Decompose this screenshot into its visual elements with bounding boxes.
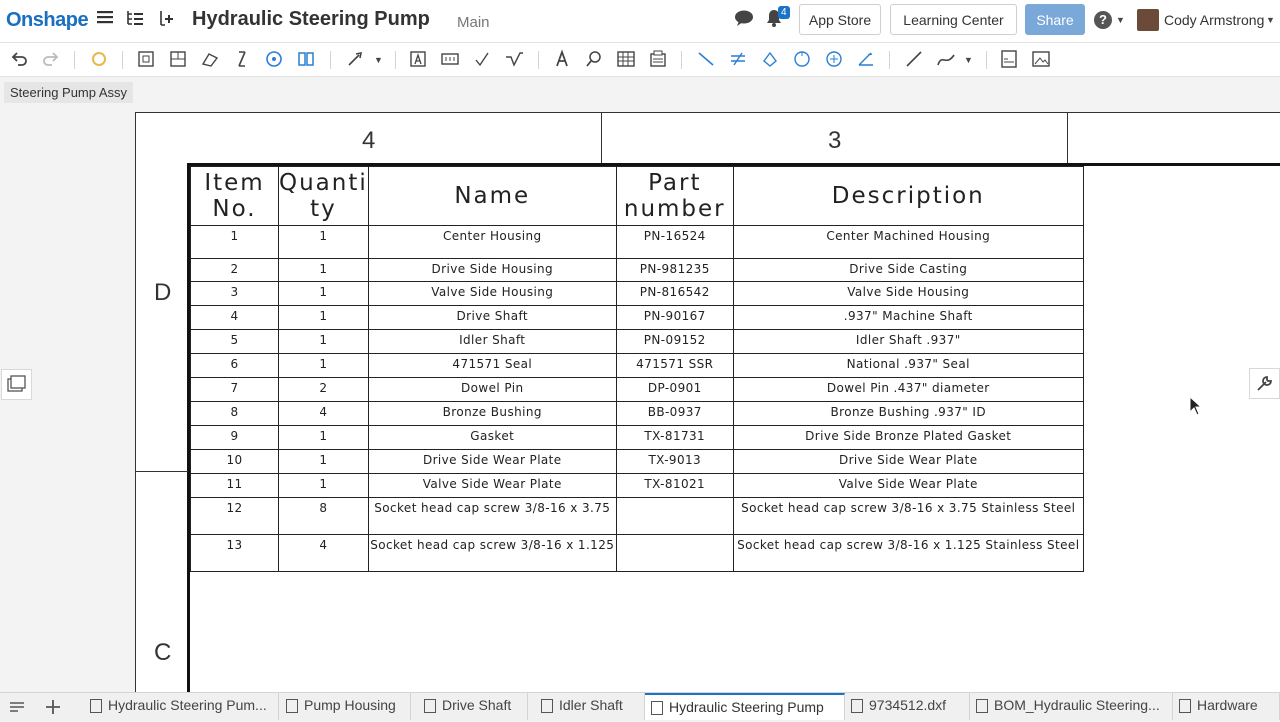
bom-cell-name: Idler Shaft xyxy=(368,330,616,354)
part-studio-icon xyxy=(286,699,298,713)
bom-cell-desc: National .937" Seal xyxy=(733,354,1083,378)
feature-list-icon[interactable] xyxy=(124,8,146,32)
bom-cell-desc: Idler Shaft .937" xyxy=(733,330,1083,354)
section-view-icon[interactable] xyxy=(232,49,252,69)
tab-4[interactable] xyxy=(645,693,845,720)
note-icon[interactable] xyxy=(408,49,428,69)
tab-7[interactable] xyxy=(1173,693,1280,720)
tab-label: 9734512.dxf xyxy=(869,697,947,713)
breadcrumb[interactable]: Steering Pump Assy xyxy=(4,82,133,103)
help-caret-icon[interactable]: ▼ xyxy=(1116,15,1125,25)
bom-cell-name: Valve Side Wear Plate xyxy=(368,474,616,498)
bom-cell-item: 10 xyxy=(191,450,279,474)
bom-cell-item: 13 xyxy=(191,535,279,572)
tab-2[interactable] xyxy=(418,693,528,720)
notification-count-badge: 4 xyxy=(778,6,790,19)
bom-cell-qty: 1 xyxy=(279,330,369,354)
angular-dimension-icon[interactable] xyxy=(856,49,876,69)
bom-cell-desc: Dowel Pin .437" diameter xyxy=(733,378,1083,402)
bom-cell-part: BB-0937 xyxy=(616,402,733,426)
hamburger-menu-icon[interactable] xyxy=(94,8,116,32)
bill-of-materials-table[interactable] xyxy=(190,166,1084,572)
share-button[interactable]: Share xyxy=(1025,4,1085,35)
properties-wrench-button[interactable] xyxy=(1249,368,1280,399)
bom-cell-item: 9 xyxy=(191,426,279,450)
bom-row[interactable] xyxy=(191,330,1084,354)
bom-cell-qty: 2 xyxy=(279,378,369,402)
bom-cell-part: TX-81021 xyxy=(616,474,733,498)
tab-3[interactable] xyxy=(535,693,645,720)
bom-cell-item: 5 xyxy=(191,330,279,354)
insert-image-icon[interactable] xyxy=(1031,49,1051,69)
insert-icon[interactable] xyxy=(155,8,177,32)
tab-6[interactable] xyxy=(970,693,1173,720)
tab-label: Hydraulic Steering Pump xyxy=(669,699,824,715)
bom-row[interactable] xyxy=(191,402,1084,426)
zone-divider xyxy=(1067,113,1068,163)
bom-cell-part: TX-9013 xyxy=(616,450,733,474)
sketch-caret-icon[interactable]: ▼ xyxy=(964,55,973,65)
folder-icon xyxy=(1179,699,1191,713)
bom-cell-part: PN-16524 xyxy=(616,226,733,259)
text-icon[interactable] xyxy=(552,49,572,69)
bom-cell-name: Gasket xyxy=(368,426,616,450)
spline-icon[interactable] xyxy=(936,49,956,69)
zone-row-d: D xyxy=(154,279,172,306)
bom-cell-desc: Socket head cap screw 3/8-16 x 3.75 Stainless Steel xyxy=(733,498,1083,535)
bom-cell-part: PN-981235 xyxy=(616,259,733,282)
tab-label: Idler Shaft xyxy=(559,697,623,713)
tab-bar xyxy=(0,692,1280,721)
help-icon[interactable]: ? xyxy=(1094,11,1112,29)
bom-cell-qty: 4 xyxy=(279,535,369,572)
header-name: Name xyxy=(368,167,616,226)
bom-row[interactable] xyxy=(191,378,1084,402)
auxiliary-view-icon[interactable] xyxy=(200,49,220,69)
user-name[interactable]: Cody Armstrong xyxy=(1164,12,1265,28)
leader-line-icon[interactable] xyxy=(346,49,366,69)
bom-cell-name: Drive Side Wear Plate xyxy=(368,450,616,474)
tab-label: Hardware xyxy=(1197,697,1258,713)
dimension-icon[interactable] xyxy=(696,49,716,69)
bom-cell-part: DP-0901 xyxy=(616,378,733,402)
user-menu-caret-icon[interactable]: ▼ xyxy=(1266,15,1275,25)
bom-row[interactable] xyxy=(191,259,1084,282)
bom-cell-name: Center Housing xyxy=(368,226,616,259)
header-item-no: Item No. xyxy=(191,167,279,226)
configurations-panel-button[interactable] xyxy=(1,369,32,400)
bom-cell-item: 4 xyxy=(191,306,279,330)
bom-cell-name: 471571 Seal xyxy=(368,354,616,378)
detail-view-icon[interactable] xyxy=(264,49,284,69)
top-bar xyxy=(0,0,1280,43)
bom-cell-part: 471571 SSR xyxy=(616,354,733,378)
bom-cell-desc: Valve Side Housing xyxy=(733,282,1083,306)
bom-cell-desc: Bronze Bushing .937" ID xyxy=(733,402,1083,426)
part-studio-icon xyxy=(541,699,553,713)
tab-label: Pump Housing xyxy=(304,697,396,713)
insert-view-icon[interactable] xyxy=(136,49,156,69)
bom-row[interactable] xyxy=(191,450,1084,474)
bom-cell-qty: 1 xyxy=(279,474,369,498)
add-tab-icon[interactable] xyxy=(43,697,63,717)
bom-cell-item: 12 xyxy=(191,498,279,535)
chamfer-dimension-icon[interactable] xyxy=(728,49,748,69)
centerline-icon[interactable] xyxy=(824,49,844,69)
zone-row-divider xyxy=(136,471,188,472)
header-description: Description xyxy=(733,167,1083,226)
bom-cell-item: 1 xyxy=(191,226,279,259)
bom-cell-item: 7 xyxy=(191,378,279,402)
drawing-sheet[interactable] xyxy=(135,112,1280,693)
bom-row[interactable] xyxy=(191,354,1084,378)
leader-caret-icon[interactable]: ▼ xyxy=(374,55,383,65)
bom-cell-qty: 1 xyxy=(279,426,369,450)
bom-cell-name: Dowel Pin xyxy=(368,378,616,402)
bom-cell-qty: 1 xyxy=(279,450,369,474)
bom-cell-name: Bronze Bushing xyxy=(368,402,616,426)
part-studio-icon xyxy=(424,699,436,713)
tab-label: Hydraulic Steering Pum... xyxy=(108,697,267,713)
bom-cell-desc: Drive Side Casting xyxy=(733,259,1083,282)
bom-header-row xyxy=(191,167,1084,226)
bom-row[interactable] xyxy=(191,535,1084,572)
app-store-button[interactable]: App Store xyxy=(799,4,881,35)
header-part-number: Part number xyxy=(616,167,733,226)
projected-view-icon[interactable] xyxy=(168,49,188,69)
zone-column-4: 4 xyxy=(362,127,376,154)
bom-row[interactable] xyxy=(191,226,1084,259)
bom-cell-part: TX-81731 xyxy=(616,426,733,450)
document-icon xyxy=(976,699,988,713)
branch-label[interactable]: Main xyxy=(457,14,490,31)
bom-cell-name: Valve Side Housing xyxy=(368,282,616,306)
tab-1[interactable] xyxy=(280,693,411,720)
tab-label: Drive Shaft xyxy=(442,697,512,713)
bom-cell-part: PN-816542 xyxy=(616,282,733,306)
zone-column-3: 3 xyxy=(828,127,842,154)
header-quantity: Quanti ty xyxy=(279,167,369,226)
centermark-icon[interactable] xyxy=(792,49,812,69)
regenerate-icon[interactable] xyxy=(89,49,109,69)
bom-cell-part xyxy=(616,498,733,535)
bom-cell-qty: 1 xyxy=(279,354,369,378)
bom-cell-item: 3 xyxy=(191,282,279,306)
hole-table-icon[interactable] xyxy=(760,49,780,69)
tab-manager-icon[interactable] xyxy=(7,697,27,717)
bom-cell-desc: Center Machined Housing xyxy=(733,226,1083,259)
bom-cell-desc: Drive Side Bronze Plated Gasket xyxy=(733,426,1083,450)
bom-cell-qty: 4 xyxy=(279,402,369,426)
check-mark-icon[interactable] xyxy=(472,49,492,69)
user-avatar[interactable] xyxy=(1137,9,1159,31)
zone-divider xyxy=(601,113,602,163)
drawing-toolbar xyxy=(0,43,1280,77)
bom-cell-part: PN-90167 xyxy=(616,306,733,330)
undo-icon[interactable] xyxy=(9,49,29,69)
bom-cell-desc: Valve Side Wear Plate xyxy=(733,474,1083,498)
onshape-logo[interactable]: Onshape xyxy=(6,9,89,31)
mouse-cursor-icon xyxy=(1189,396,1203,421)
line-icon[interactable] xyxy=(904,49,924,69)
export-dxf-icon[interactable] xyxy=(999,49,1019,69)
bom-cell-item: 6 xyxy=(191,354,279,378)
bom-cell-part xyxy=(616,535,733,572)
bom-row[interactable] xyxy=(191,474,1084,498)
bom-row[interactable] xyxy=(191,498,1084,535)
tab-5[interactable] xyxy=(845,693,970,720)
bom-cell-qty: 1 xyxy=(279,259,369,282)
bom-cell-part: PN-09152 xyxy=(616,330,733,354)
bom-row[interactable] xyxy=(191,306,1084,330)
callout-icon[interactable] xyxy=(440,49,460,69)
assembly-icon xyxy=(90,699,102,713)
redo-icon[interactable] xyxy=(41,49,61,69)
inspect-icon[interactable] xyxy=(584,49,604,69)
tab-label: BOM_Hydraulic Steering... xyxy=(994,697,1160,713)
bom-cell-item: 8 xyxy=(191,402,279,426)
bom-row[interactable] xyxy=(191,282,1084,306)
bom-row[interactable] xyxy=(191,426,1084,450)
bom-cell-item: 2 xyxy=(191,259,279,282)
bom-cell-desc: Drive Side Wear Plate xyxy=(733,450,1083,474)
bom-cell-desc: Socket head cap screw 3/8-16 x 1.125 Stainless Steel xyxy=(733,535,1083,572)
surface-finish-icon[interactable] xyxy=(504,49,524,69)
table-icon[interactable] xyxy=(616,49,636,69)
broken-view-icon[interactable] xyxy=(296,49,316,69)
bom-cell-qty: 1 xyxy=(279,226,369,259)
tab-0[interactable] xyxy=(84,693,279,720)
bom-cell-name: Drive Side Housing xyxy=(368,259,616,282)
bom-cell-item: 11 xyxy=(191,474,279,498)
bom-cell-qty: 1 xyxy=(279,306,369,330)
bom-cell-desc: .937" Machine Shaft xyxy=(733,306,1083,330)
bom-cell-qty: 8 xyxy=(279,498,369,535)
comments-icon[interactable] xyxy=(733,8,755,32)
learning-center-button[interactable]: Learning Center xyxy=(890,4,1017,35)
bom-cell-qty: 1 xyxy=(279,282,369,306)
document-title[interactable]: Hydraulic Steering Pump xyxy=(192,8,430,30)
bom-cell-name: Socket head cap screw 3/8-16 x 3.75 xyxy=(368,498,616,535)
drawing-icon xyxy=(651,701,663,715)
bom-cell-name: Drive Shaft xyxy=(368,306,616,330)
bom-cell-name: Socket head cap screw 3/8-16 x 1.125 xyxy=(368,535,616,572)
bom-table-icon[interactable] xyxy=(648,49,668,69)
dxf-file-icon xyxy=(851,699,863,713)
zone-row-c: C xyxy=(154,639,172,666)
